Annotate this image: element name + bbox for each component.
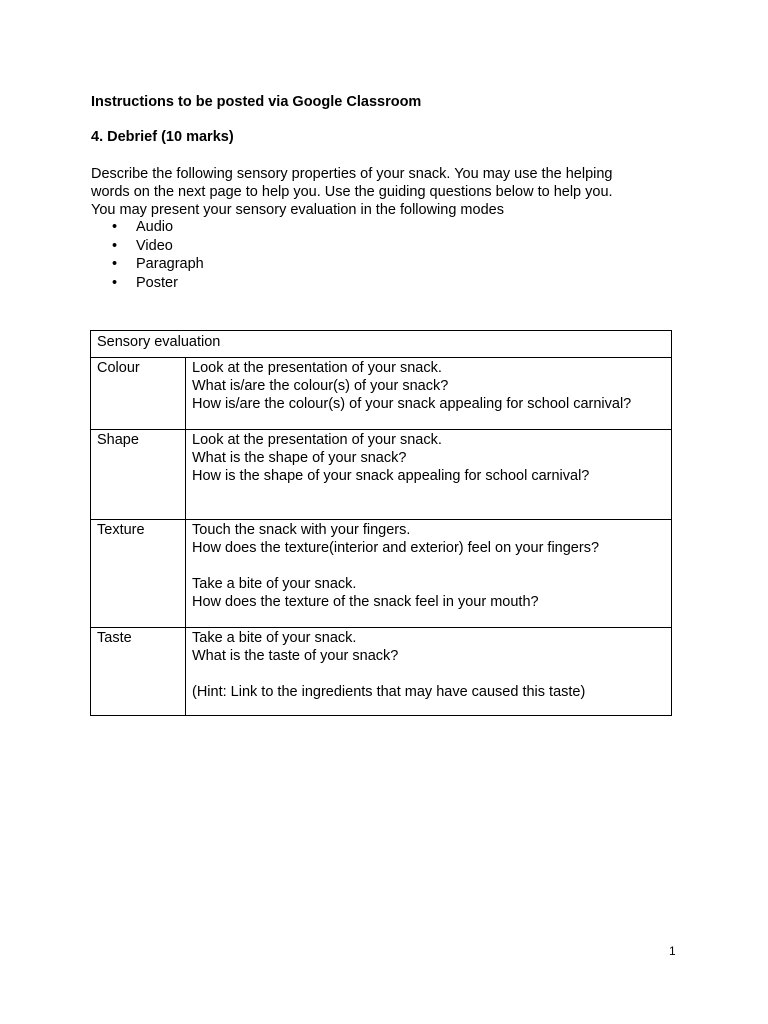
row-label-shape: Shape (97, 432, 139, 448)
row-label-texture: Texture (97, 522, 145, 538)
intro-line: words on the next page to help you. Use the guiding questions below to help you. (91, 184, 613, 200)
page-number: 1 (669, 944, 676, 958)
list-item (112, 255, 204, 274)
question-line: Look at the presentation of your snack. (192, 360, 442, 376)
modes-list (112, 218, 204, 293)
bullet-icon: • (112, 256, 118, 273)
intro-line: Describe the following sensory properties of your snack. You may use the helping (91, 166, 613, 182)
question-line (192, 665, 670, 683)
row-questions (192, 629, 670, 701)
question-line: How does the texture(interior and exterior) feel on your fingers? (192, 540, 600, 556)
question-line: How does the texture of the snack feel in your mouth? (192, 594, 539, 610)
mode-label: Audio (136, 219, 174, 235)
section-heading: 4. Debrief (10 marks) (91, 129, 234, 145)
table-row (91, 430, 671, 520)
question-line: What is the taste of your snack? (192, 648, 399, 664)
table-header-label: Sensory evaluation (97, 334, 221, 350)
mode-label: Paragraph (136, 256, 204, 273)
intro-line: You may present your sensory evaluation in the following modes (91, 202, 504, 218)
question-line: How is/are the colour(s) of your snack appealing for school carnival? (192, 396, 632, 412)
table-header (91, 331, 671, 358)
page-title: Instructions to be posted via Google Classroom (91, 94, 422, 110)
list-item (112, 274, 204, 293)
question-line: What is the shape of your snack? (192, 450, 407, 466)
sensory-evaluation-table (90, 330, 672, 716)
row-questions (192, 521, 670, 611)
row-questions (192, 359, 670, 413)
list-item (112, 218, 204, 237)
question-line: (Hint: Link to the ingredients that may have caused this taste) (192, 684, 586, 700)
question-line: Touch the snack with your fingers. (192, 522, 411, 538)
row-questions (192, 431, 670, 485)
table-row (91, 358, 671, 430)
question-line (192, 557, 670, 575)
bullet-icon: • (112, 219, 118, 235)
question-line: Look at the presentation of your snack. (192, 432, 442, 448)
bullet-icon: • (112, 275, 118, 292)
table-row (91, 520, 671, 628)
mode-label: Video (136, 237, 173, 254)
question-line: Take a bite of your snack. (192, 576, 357, 592)
intro-paragraph (91, 165, 671, 219)
bullet-icon: • (112, 237, 118, 254)
list-item (112, 237, 204, 256)
row-label-colour: Colour (97, 360, 140, 376)
table-row (91, 628, 671, 716)
row-label-taste: Taste (97, 630, 132, 646)
mode-label: Poster (136, 275, 178, 292)
question-line: Take a bite of your snack. (192, 630, 357, 646)
question-line: How is the shape of your snack appealing for school carnival? (192, 468, 590, 484)
question-line: What is/are the colour(s) of your snack? (192, 378, 449, 394)
